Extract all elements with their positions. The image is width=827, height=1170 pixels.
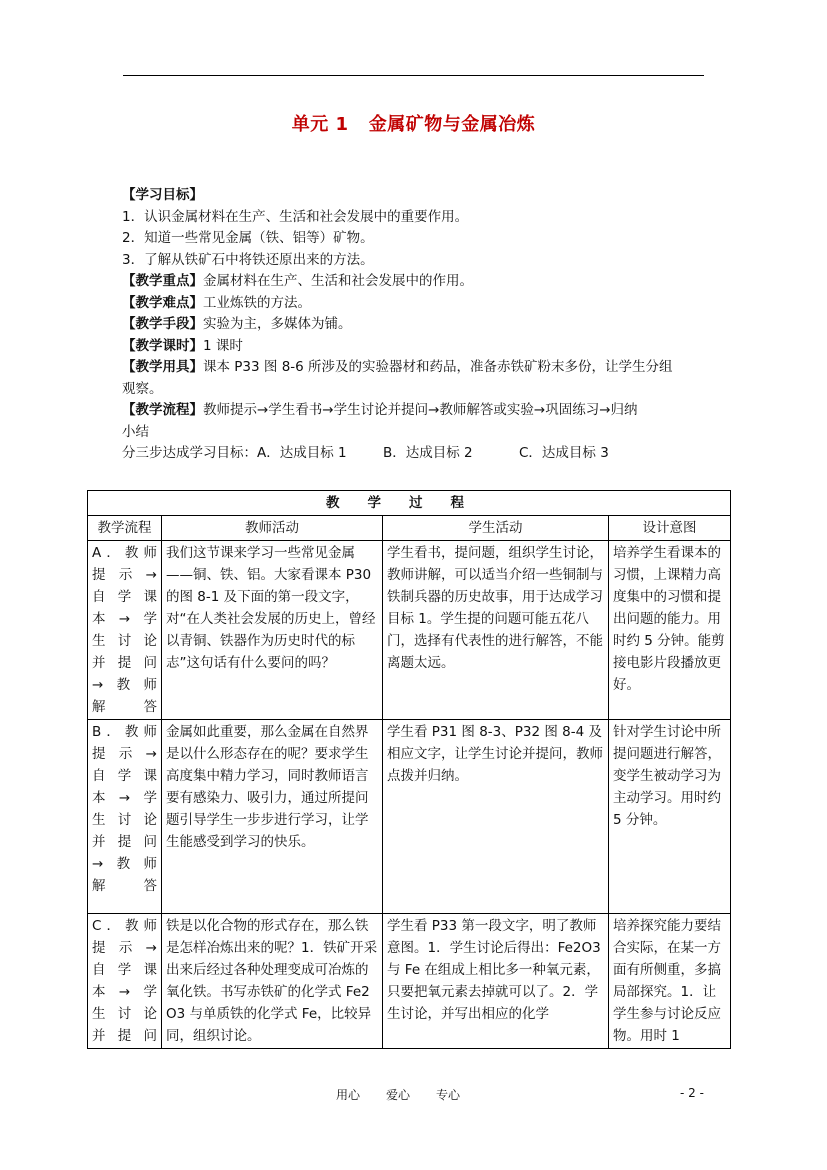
field-label: 【教学课时】 xyxy=(122,337,203,354)
three-steps xyxy=(122,443,722,465)
flow-line: 并提问 xyxy=(92,655,157,671)
field-flow xyxy=(122,400,722,422)
flow-cell xyxy=(88,914,162,1049)
footer-motto-item: 用心 xyxy=(336,1088,361,1102)
objective-item: 3．了解从铁矿石中将铁还原出来的方法。 xyxy=(122,251,374,268)
flow-line: 生讨论 xyxy=(92,633,157,649)
flow-line: 自学课 xyxy=(92,768,157,784)
field-focus xyxy=(122,271,722,293)
field-value: 1 课时 xyxy=(203,337,243,354)
field-label: 【教学手段】 xyxy=(122,316,203,332)
flow-line: 本→学 xyxy=(92,790,157,806)
flow-line: 本→学 xyxy=(92,984,157,1000)
field-means xyxy=(122,314,722,336)
table-header: 教学过程 xyxy=(88,491,731,516)
step-b: B．达成目标 2 xyxy=(383,445,473,461)
design-intent: 培养探究能力要结合实际，在某一方面有所侧重，多搞局部探究。1．让学生参与讨论反应物。用时 1 xyxy=(609,914,731,1049)
field-value-cont: 观察。 xyxy=(122,380,163,397)
footer-motto-item: 专心 xyxy=(436,1088,461,1102)
design-intent: 培养学生看课本的习惯，上课精力高度集中的习惯和提出问题的能力。用时约 5 分钟。能剪接电影片段播放更好。 xyxy=(609,541,731,720)
flow-line: C．教师 xyxy=(92,918,157,934)
field-value: 教师提示→学生看书→学生讨论并提问→教师解答或实验→巩固练习→归纳 xyxy=(203,402,638,418)
objectives-heading: 【学习目标】 xyxy=(122,187,203,203)
field-label: 【教学重点】 xyxy=(122,273,203,289)
teacher-activity: 铁是以化合物的形式存在，那么铁是怎样冶炼出来的呢？1．铁矿开采出来后经过各种处理变成可冶炼的氧化铁。书写赤铁矿的化学式 Fe2O3 与单质铁的化学式 Fe，比较异同，组织讨论。 xyxy=(162,914,383,1049)
field-value: 实验为主，多媒体为铺。 xyxy=(203,316,352,332)
flow-line: 提示→ xyxy=(92,567,157,583)
flow-line: 本→学 xyxy=(92,611,157,627)
student-activity: 学生看 P31 图 8-3、P32 图 8-4 及相应文字，让学生讨论并提问，教师点拨并归纳。 xyxy=(383,720,609,914)
field-label: 【教学难点】 xyxy=(122,294,203,311)
teacher-activity: 金属如此重要，那么金属在自然界是以什么形态存在的呢？要求学生高度集中精力学习，同时教师语言要有感染力、吸引力，通过所提问题引导学生一步步进行学习，让学生能感受到学习的快乐。 xyxy=(162,720,383,914)
flow-line: 并提问 xyxy=(92,834,157,850)
flow-line: 解答 xyxy=(92,878,157,894)
student-activity: 学生看 P33 第一段文字，明了教师意图。1．学生讨论后得出：Fe2O3 与 Fe 在组成上相比多一种氧元素，只要把氧元素去掉就可以了。2．学生讨论，并写出相应的化学 xyxy=(383,914,609,1049)
column-header-teacher: 教师活动 xyxy=(162,516,383,541)
flow-line: →教师 xyxy=(92,856,157,872)
three-steps-lead: 分三步达成学习目标： xyxy=(122,445,257,461)
field-label: 【教学流程】 xyxy=(122,402,203,418)
flow-cell xyxy=(88,720,162,914)
column-header-student: 学生活动 xyxy=(383,516,609,541)
field-value: 工业炼铁的方法。 xyxy=(203,294,311,311)
column-header-flow: 教学流程 xyxy=(88,516,162,541)
field-tools xyxy=(122,357,722,379)
flow-line: 自学课 xyxy=(92,589,157,605)
column-header-intent: 设计意图 xyxy=(609,516,731,541)
flow-line: 自学课 xyxy=(92,962,157,978)
field-periods xyxy=(122,336,722,358)
step-a: A．达成目标 1 xyxy=(257,445,347,461)
flow-line: 提示→ xyxy=(92,940,157,956)
lesson-intro xyxy=(122,185,722,465)
objective-item: 1．认识金属材料在生产、生活和社会发展中的重要作用。 xyxy=(122,208,469,225)
student-activity: 学生看书，提问题，组织学生讨论，教师讲解，可以适当介绍一些铜制与铁制兵器的历史故事，用于达成学习目标 1。学生提的问题可能五花八门，选择有代表性的进行解答，不能离题太远。 xyxy=(383,541,609,720)
field-label: 【教学用具】 xyxy=(122,359,203,375)
page-number: - 2 - xyxy=(680,1086,704,1100)
field-difficulty xyxy=(122,293,722,315)
teacher-activity: 我们这节课来学习一些常见金属——铜、铁、铝。大家看课本 P30 的图 8-1 及下面的第一段文字，对“在人类社会发展的历史上，曾经以青铜、铁器作为历史时代的标志”这句话有什么要问的吗？ xyxy=(162,541,383,720)
field-value: 课本 P33 图 8-6 所涉及的实验器材和药品，准备赤铁矿粉末多份，让学生分组 xyxy=(203,359,673,375)
table-row xyxy=(88,720,731,914)
flow-line: →教师 xyxy=(92,677,157,693)
field-value: 金属材料在生产、生活和社会发展中的作用。 xyxy=(203,273,473,289)
table-row xyxy=(88,541,731,720)
design-intent: 针对学生讨论中所提问题进行解答，变学生被动学习为主动学习。用时约 5 分钟。 xyxy=(609,720,731,914)
field-value-cont: 小结 xyxy=(122,423,149,440)
page-title: 单元 1 金属矿物与金属冶炼 xyxy=(291,114,536,135)
teaching-process-table xyxy=(87,490,731,1049)
header-rule xyxy=(123,75,704,76)
footer-motto xyxy=(336,1086,486,1103)
flow-line: 解答 xyxy=(92,699,157,715)
flow-line: A．教师 xyxy=(92,545,157,561)
flow-line: 并提问 xyxy=(92,1028,157,1044)
flow-line: 提示→ xyxy=(92,746,157,762)
step-c: C．达成目标 3 xyxy=(519,445,609,461)
objective-item: 2．知道一些常见金属（铁、铝等）矿物。 xyxy=(122,230,374,246)
flow-line: 生讨论 xyxy=(92,1006,157,1022)
flow-line: 生讨论 xyxy=(92,812,157,828)
flow-line: B．教师 xyxy=(92,724,157,740)
footer-motto-item: 爱心 xyxy=(386,1088,411,1102)
flow-cell xyxy=(88,541,162,720)
table-row xyxy=(88,914,731,1049)
